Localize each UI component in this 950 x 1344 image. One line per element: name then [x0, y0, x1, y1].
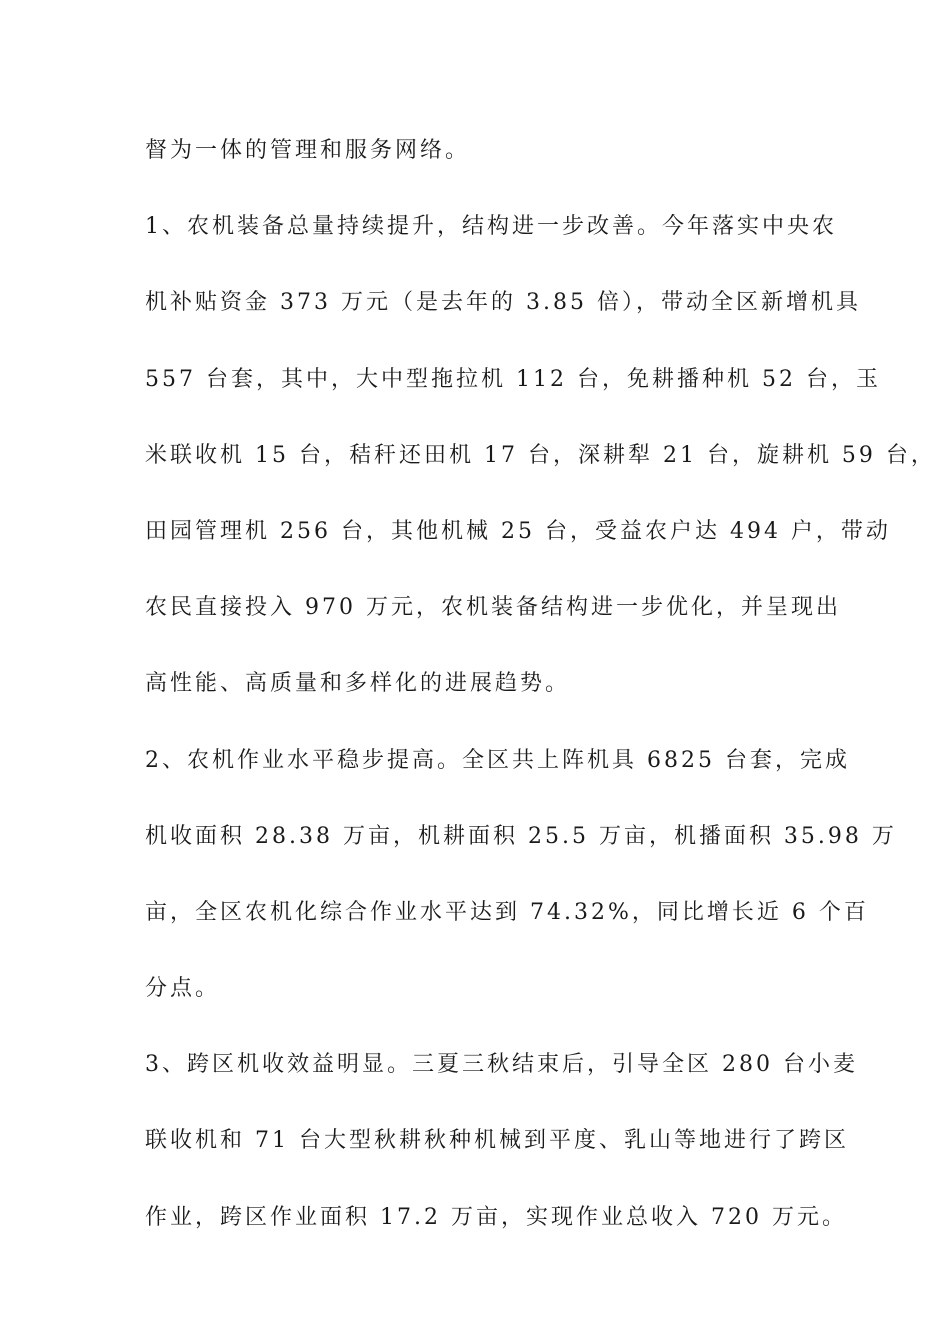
text-line: 高性能、高质量和多样化的进展趋势。: [145, 671, 571, 697]
text-line: 3、跨区机收效益明显。三夏三秋结束后，引导全区 280 台小麦: [145, 1052, 858, 1078]
text-line: 分点。: [145, 976, 221, 1002]
text-line: 机补贴资金 373 万元（是去年的 3.85 倍），带动全区新增机具: [145, 290, 861, 316]
text-line: 557 台套，其中，大中型拖拉机 112 台，免耕播种机 52 台，玉: [145, 366, 881, 392]
text-line: 机收面积 28.38 万亩，机耕面积 25.5 万亩，机播面积 35.98 万: [145, 823, 897, 849]
text-line: 作业，跨区作业面积 17.2 万亩，实现作业总收入 720 万元。: [145, 1204, 847, 1230]
text-line: 农民直接投入 970 万元，农机装备结构进一步优化，并呈现出: [145, 595, 841, 621]
text-line: 督为一体的管理和服务网络。: [145, 138, 471, 163]
text-line: 2、农机作业水平稳步提高。全区共上阵机具 6825 台套，完成: [145, 747, 850, 773]
body-text: [145, 131, 936, 1274]
text-line: 田园管理机 256 台，其他机械 25 台，受益农户达 494 户，带动: [145, 518, 891, 544]
text-line: 亩，全区农机化综合作业水平达到 74.32%，同比增长近 6 个百: [145, 899, 869, 925]
text-line: 联收机和 71 台大型秋耕秋种机械到平度、乳山等地进行了跨区: [145, 1128, 849, 1154]
text-line: 1、农机装备总量持续提升，结构进一步改善。今年落实中央农: [145, 214, 837, 240]
text-line: 米联收机 15 台，秸秆还田机 17 台，深耕犁 21 台，旋耕机 59 台，: [145, 442, 936, 468]
